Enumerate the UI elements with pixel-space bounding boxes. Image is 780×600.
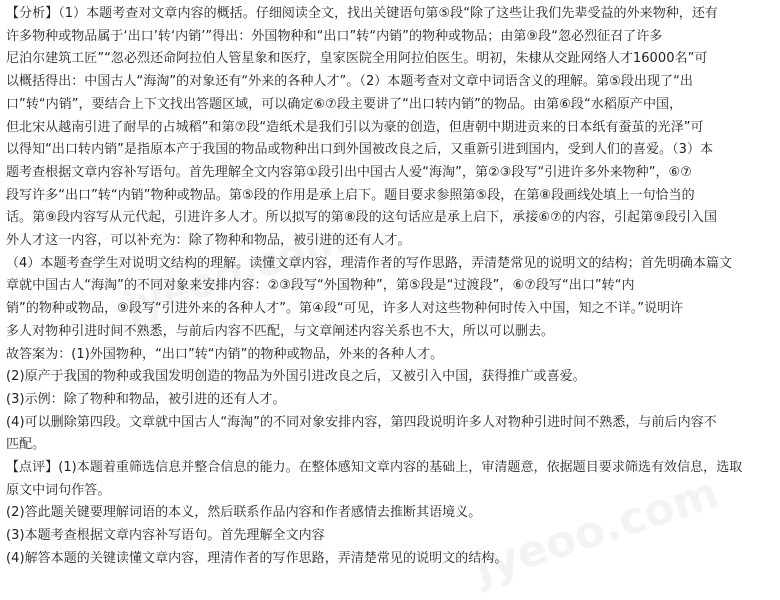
text-line: 【点评】(1)本题着重筛选信息并整合信息的能力。在整体感知文章内容的基础上，审清题意，依据题目要求筛选有效信息，选取	[6, 460, 743, 476]
text-line: （4）本题考查学生对说明文结构的理解。读懂文章内容，理清作者的写作思路，弄清楚常见的说明文的结构；首先明确本篇文	[6, 255, 733, 271]
text-line: 【分析】（1）本题考查对文章内容的概括。仔细阅读全文，找出关键语句第⑤段“除了这些让我们先辈受益的外来物种，还有	[6, 6, 718, 21]
text-line: 多人对物种引进时间不熟悉，与前后内容不匹配，与文章阐述内容关系也不大，所以可以删去。	[6, 323, 555, 339]
text-line: 匹配。	[6, 437, 46, 453]
text-line: 但北宋从越南引进了耐旱的占城稻”和第⑦段“造纸术是我们引以为豪的创造，但唐朝中期进贡来的日本纸有蚕茧的光泽”可	[6, 119, 704, 135]
document-body	[6, 3, 774, 571]
text-line: (3)示例：除了物种和物品，被引进的还有人才。	[6, 391, 286, 407]
text-line: 话。第⑨段内容写从元代起，引进许多人才。所以拟写的第⑧段的这句话应是承上启下，承接⑥⑦的内容，引起第⑨段引入国	[6, 210, 718, 226]
text-line: 故答案为：(1)外国物种，“出口”转“内销”的物种或物品，外来的各种人才。	[6, 346, 444, 362]
text-line: 销”的物种或物品，⑨段写“引进外来的各种人才”。第④段“可见，许多人对这些物种何时传入中国，知之不详。”说明许	[6, 301, 684, 317]
text-line: (2)答此题关键要理解词语的本义，然后联系作品内容和作者感情去推断其语境义。	[6, 505, 482, 521]
text-line: 口”转“内销”，要结合上下文找出答题区域，可以确定⑥⑦段主要讲了“出口转内销”的物品。由第⑥段“水稻原产中国，	[6, 96, 683, 112]
text-line: (4)解答本题的关键读懂文章内容，理清作者的写作思路，弄清楚常见的说明文的结构。	[6, 550, 508, 566]
text-line: 许多物种或物品属于‘出口’转‘内销’”得出：外国物种和“出口”转“内销”的物种或物品；由第⑨段“忽必烈征召了许多	[6, 28, 663, 44]
text-line: 原文中词句作答。	[6, 482, 111, 498]
text-line: 题考查根据文章内容补写语句。首先理解全文内容第①段引出中国古人爱“海淘”，第②③段写“引进许多外来物种”，⑥⑦	[6, 164, 692, 180]
text-line: 以得知“出口转内销”是指原本产于我国的物品或物种出口到外国被改良之后，又重新引进到国内，受到人们的喜爱。（3）本	[6, 142, 714, 158]
text-line: (3)本题考查根据文章内容补写语句。首先理解全文内容	[6, 528, 325, 544]
text-line: (4)可以删除第四段。文章就中国古人“海淘”的不同对象安排内容，第四段说明许多人对物种引进时间不熟悉，与前后内容不	[6, 414, 717, 430]
text-line: 以概括得出：中国古人“海淘”的对象还有“外来的各种人才”。（2）本题考查对文章中词语含义的理解。第⑤段出现了“出	[6, 74, 693, 90]
text-line: 章就中国古人“海淘”的不同对象来安排内容：②③段写“外国物种”，第⑤段是“过渡段”，⑥⑦段写“出口”转“内	[6, 278, 635, 294]
text-line: 段写许多“出口”转“内销”物种或物品。第⑤段的作用是承上启下。题目要求参照第⑤段，在第⑧段画线处填上一句恰当的	[6, 187, 695, 203]
text-line: 外人才这一内容，可以补充为：除了物种和物品，被引进的还有人才。	[6, 233, 411, 249]
text-line: 尼泊尔建筑工匠”“忽必烈还命阿拉伯人管星象和医疗，皇家医院全用阿拉伯医生。明初，朱棣从交趾网络人才16000名”可	[6, 51, 708, 67]
text-line: (2)原产于我国的物种或我国发明创造的物品为外国引进改良之后，又被引入中国，获得推广或喜爱。	[6, 369, 586, 385]
